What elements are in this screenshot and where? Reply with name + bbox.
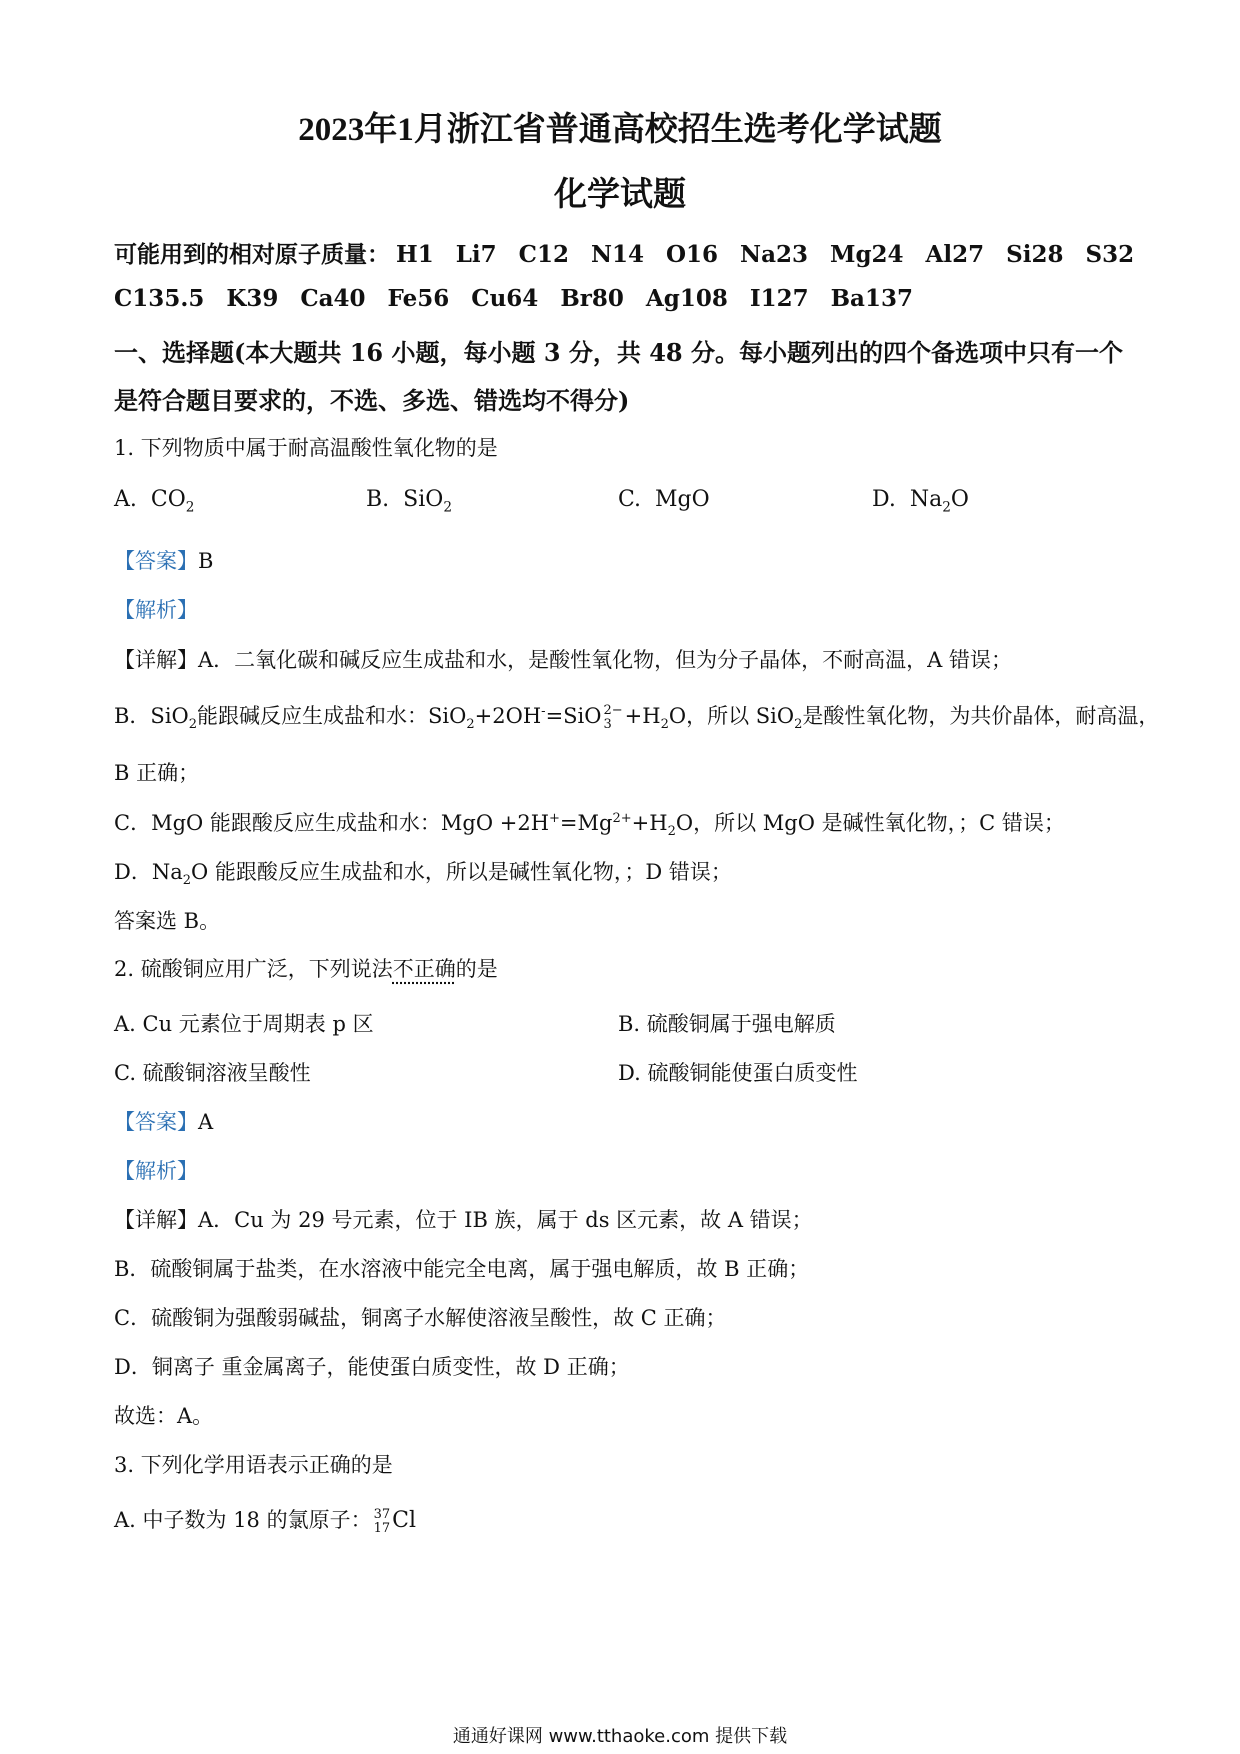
q2-detail-3: C．硫酸铜为强酸弱碱盐，铜离子水解使溶液呈酸性，故 C 正确； — [114, 1306, 727, 1330]
mass-item: O16 — [666, 241, 719, 268]
mass-item: N14 — [590, 241, 644, 268]
mass-item: Ba137 — [830, 285, 913, 312]
mass-item: Al27 — [925, 241, 985, 268]
atomic-masses-line1 — [114, 236, 1156, 269]
emphasis-text: 不正确 — [392, 957, 456, 981]
option-label: C. — [618, 487, 642, 512]
stem-text: 的是 — [455, 957, 498, 981]
detail-text: =SiO — [545, 704, 602, 728]
answer-value: A — [198, 1110, 214, 1134]
detail-text: +2OH — [474, 704, 542, 728]
q1-detail-2b: B 正确； — [114, 761, 200, 785]
detail-text: 是酸性氧化物，为共价晶体，耐高温， — [802, 704, 1160, 728]
q2-detail-1 — [114, 1204, 813, 1234]
q2-option-c: C. 硫酸铜溶液呈酸性 — [114, 1061, 311, 1085]
answer-value: B — [198, 549, 214, 573]
detail-tag: 【详解】 — [114, 648, 198, 672]
mass-item: Na23 — [740, 241, 808, 268]
detail-text: B．SiO — [114, 704, 189, 728]
page-subtitle: 化学试题 — [554, 177, 686, 213]
q2-detail-2: B．硫酸铜属于盐类，在水溶液中能完全电离，属于强电解质，故 B 正确； — [114, 1257, 810, 1281]
detail-text: =Mg — [559, 811, 613, 835]
q1-detail-1 — [114, 644, 1012, 674]
stem-text: 2. 硫酸铜应用广泛，下列说法 — [114, 957, 393, 981]
detail-text: O 能跟酸反应生成盐和水，所以是碱性氧化物，；D 错误； — [191, 860, 732, 884]
detail-text: +H — [624, 704, 661, 728]
q1-detail-2: B．SiO$_2$能跟碱反应生成盐和水：SiO$_2$+2OH-=SiO 2− 3 $+H_2O$，所以 SiO$_2$是酸性氧化物，为共价晶体，耐高温， — [114, 702, 1160, 733]
q1-option-a: A. $CO_2$ — [114, 487, 195, 516]
mass-item: Si28 — [1006, 241, 1064, 268]
mass-item: H1 — [396, 241, 434, 268]
q2-answer — [114, 1106, 213, 1136]
isotope-notation: 37 17 — [373, 1506, 391, 1536]
mass-item: Ca40 — [300, 285, 366, 312]
q2-conclusion: 故选：A。 — [114, 1404, 214, 1428]
option-label: A. — [114, 487, 137, 512]
q1-conclusion: 答案选 B。 — [114, 909, 221, 933]
question-2-stem — [114, 953, 498, 983]
detail-text: +H — [631, 811, 668, 835]
mass-item: Li7 — [455, 241, 497, 268]
mass-item: C12 — [518, 241, 569, 268]
mass-item: S32 — [1085, 241, 1135, 268]
mass-item: Cu64 — [471, 285, 539, 312]
question-3-stem: 3. 下列化学用语表示正确的是 — [114, 1453, 393, 1477]
detail-text: O，所以 MgO 是碱性氧化物，；C 错误； — [675, 811, 1065, 835]
detail-text: 能跟碱反应生成盐和水：SiO — [197, 704, 467, 728]
q2-detail-4: D．铜离子 重金属离子，能使蛋白质变性，故 D 正确； — [114, 1355, 630, 1379]
page-title: 2023年1月浙江省普通高校招生选考化学试题 — [298, 112, 942, 148]
detail-text: C．MgO 能跟酸反应生成盐和水：MgO +2H — [114, 811, 550, 835]
atomic-masses-line2 — [114, 285, 935, 312]
section-heading-cont: 是符合题目要求的，不选、多选、错选均不得分) — [114, 386, 630, 415]
mass-item: I127 — [749, 285, 809, 312]
detail-text: O，所以 SiO — [668, 704, 795, 728]
q1-option-c: C. MgO — [618, 487, 710, 512]
detail-tag: 【详解】 — [114, 1208, 198, 1232]
q2-option-d: D. 硫酸铜能使蛋白质变性 — [618, 1061, 858, 1085]
mass-item: Ag108 — [645, 285, 728, 312]
ion-charge: 2− 3 — [603, 702, 623, 732]
detail-text: A．Cu 为 29 号元素，位于 IB 族，属于 ds 区元素，故 A 错误； — [198, 1208, 813, 1232]
page-footer: 通通好课网 www.tthaoke.com 提供下载 — [452, 1726, 788, 1747]
q1-option-d: D. $Na_2O$ — [872, 487, 969, 516]
option-text: A. 中子数为 18 的氯原子： — [114, 1508, 372, 1532]
mass-item: K39 — [226, 285, 279, 312]
q3-option-a: A. 中子数为 18 的氯原子： 37 17 Cl — [114, 1506, 417, 1536]
q1-detail-4: D．$Na_2O$ 能跟酸反应生成盐和水，所以是碱性氧化物，；D 错误； — [114, 860, 732, 889]
question-1-stem: 1. 下列物质中属于耐高温酸性氧化物的是 — [114, 436, 498, 460]
option-label: B. — [366, 487, 390, 512]
q2-option-a: A. Cu 元素位于周期表 p 区 — [114, 1012, 374, 1036]
q1-detail-3: C．MgO 能跟酸反应生成盐和水：MgO $+2H^+=Mg^{2+}+H_2O$，所以 MgO 是碱性氧化物，；C 错误； — [114, 811, 1065, 840]
q1-analysis-tag: 【解析】 — [114, 598, 198, 622]
detail-text: D．Na — [114, 860, 183, 884]
q2-option-b: B. 硫酸铜属于强电解质 — [618, 1012, 836, 1036]
mass-item: Fe56 — [387, 285, 450, 312]
q1-answer — [114, 545, 213, 575]
answer-tag: 【答案】 — [114, 1110, 198, 1134]
option-label: D. — [872, 487, 896, 512]
section-heading: 一、选择题(本大题共 16 小题，每小题 3 分，共 48 分。每小题列出的四个备选项中只有一个 — [114, 338, 1123, 367]
mass-item: Br80 — [560, 285, 624, 312]
detail-text: A．二氧化碳和碱反应生成盐和水，是酸性氧化物，但为分子晶体，不耐高温，A 错误； — [198, 648, 1013, 672]
mass-item: Mg24 — [829, 241, 904, 268]
mass-item: C135.5 — [114, 285, 205, 312]
masses-label: 可能用到的相对原子质量： — [114, 241, 390, 268]
answer-tag: 【答案】 — [114, 549, 198, 573]
q2-analysis-tag: 【解析】 — [114, 1159, 198, 1183]
q1-option-b: B. SiO$_2$ — [366, 487, 452, 516]
